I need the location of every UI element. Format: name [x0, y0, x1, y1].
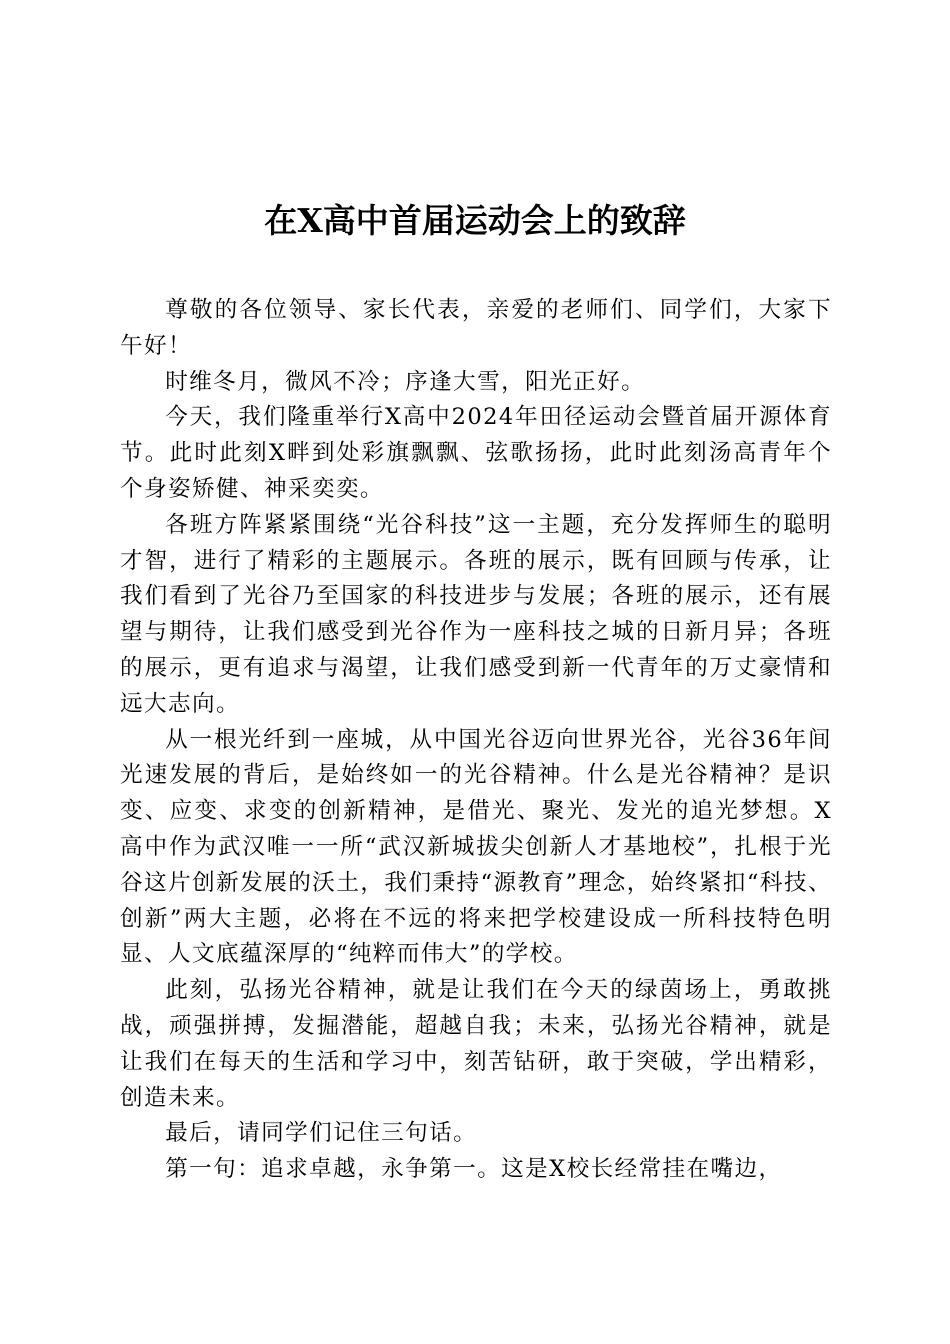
- paragraph-season: 时维冬月，微风不冷；序逢大雪，阳光正好。: [165, 368, 646, 395]
- paragraph-carry-forward: 此刻，弘扬光谷精神，就是让我们在今天的绿茵场上，勇敢挑战，顽强拼搏，发掘潜能，超越自我；未来，弘扬光谷精神，就是让我们在每天的生活和学习中，刻苦钻研，敢于突破，学出精彩，创造未来。: [120, 977, 832, 1111]
- paragraph-greeting: 尊敬的各位领导、家长代表，亲爱的老师们、同学们，大家下午好！: [120, 297, 832, 359]
- paragraph-event-intro: 今天，我们隆重举行X高中2024年田径运动会暨首届开源体育节。此时此刻X畔到处彩旗飘飘、弦歌扬扬，此时此刻汤高青年个个身姿矫健、神采奕奕。: [120, 404, 832, 502]
- paragraph-three-sentences: 最后，请同学们记住三句话。: [165, 1120, 478, 1147]
- paragraph-optics-valley-spirit: 从一根光纤到一座城，从中国光谷迈向世界光谷，光谷36年间光速发展的背后，是始终如一的光谷精神。什么是光谷精神？是识变、应变、求变的创新精神，是借光、聚光、发光的追光梦想。X高中作为武汉唯一一所“武汉新城拔尖创新人才基地校”，扎根于光谷这片创新发展的沃土，我们秉持“源教育”理念，始终紧扣“科技、创新”两大主题，必将在不远的将来把学校建设成一所科技特色明显、人文底蕴深厚的“纯粹而伟大”的学校。: [120, 726, 832, 968]
- speech-body: [120, 293, 832, 1188]
- document-title: 在X高中首届运动会上的致辞: [264, 201, 686, 240]
- paragraph-first-sentence: 第一句：追求卓越，永争第一。这是X校长经常挂在嘴边，: [165, 1156, 783, 1183]
- paragraph-class-showcase: 各班方阵紧紧围绕“光谷科技”这一主题，充分发挥师生的聪明才智，进行了精彩的主题展示。各班的展示，既有回顾与传承，让我们看到了光谷乃至国家的科技进步与发展；各班的展示，还有展望与期待，让我们感受到光谷作为一座科技之城的日新月异；各班的展示，更有追求与渴望，让我们感受到新一代青年的万丈豪情和远大志向。: [120, 511, 832, 717]
